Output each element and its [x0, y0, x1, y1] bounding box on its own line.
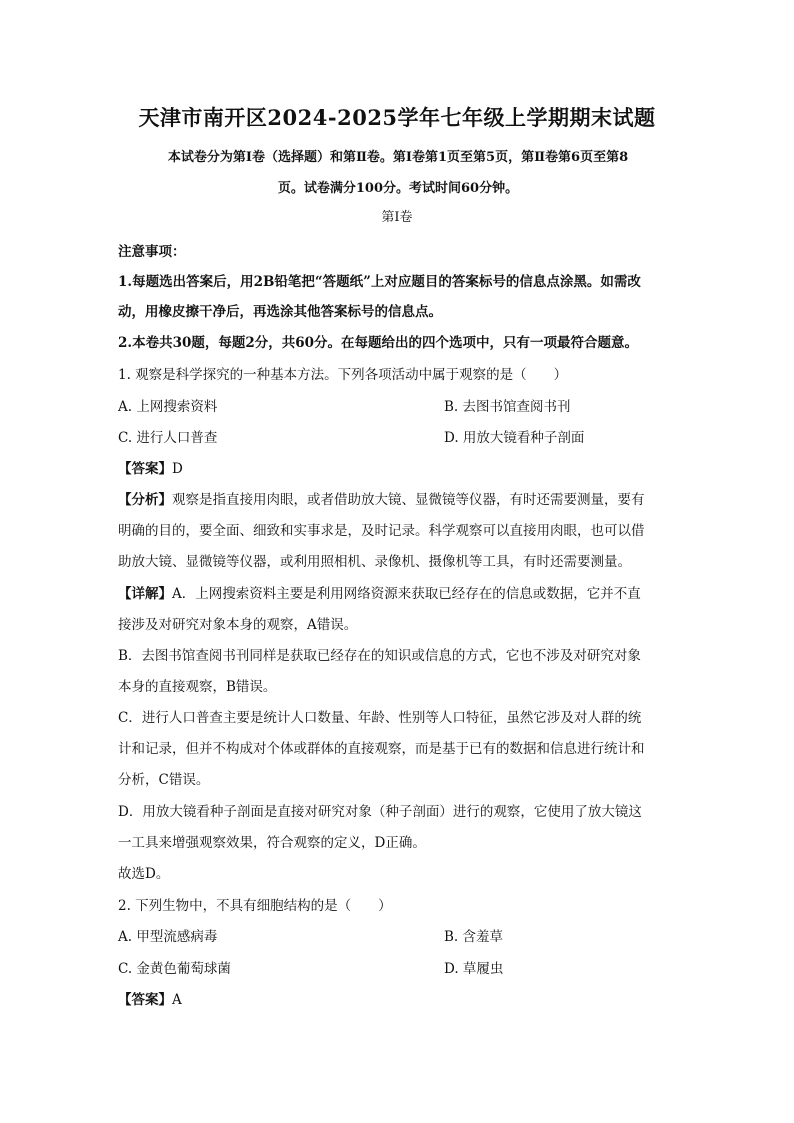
note-2: 2.本卷共30题，每题2分，共60分。在每题给出的四个选项中，只有一项最符合题意。: [118, 335, 639, 351]
intro-line-1: 本试卷分为第Ⅰ卷（选择题）和第Ⅱ卷。第Ⅰ卷第1页至第5页，第Ⅱ卷第6页至第8: [167, 150, 629, 165]
q1-option-a: A. 上网搜索资料: [118, 399, 218, 415]
detail-label: 【详解】: [118, 586, 172, 602]
q2-option-d: D. 草履虫: [444, 961, 504, 977]
q1-detail-line-9: 一工具来增强观察效果，符合观察的定义，D正确。: [118, 835, 426, 851]
q1-detail-line-1: [118, 582, 641, 602]
q1-option-c: C. 进行人口普查: [118, 430, 218, 446]
answer-value: D: [172, 461, 183, 477]
q1-detail-line-8: D．用放大镜看种子剖面是直接对研究对象（种子剖面）进行的观察，它使用了放大镜这: [118, 804, 642, 820]
answer-label: 【答案】: [118, 992, 172, 1008]
answer-label: 【答案】: [118, 461, 172, 477]
notes-heading: 注意事项：: [118, 244, 186, 260]
q1-conclusion: 故选D。: [118, 866, 170, 882]
q1-answer: [118, 457, 183, 477]
document-title: 天津市南开区2024-2025学年七年级上学期期末试题: [138, 105, 656, 130]
q1-analysis-line-2: 明确的目的，要全面、细致和实事求是，及时记录。科学观察可以直接用肉眼，也可以借: [118, 523, 645, 539]
q1-detail-line-4: 本身的直接观察，B错误。: [118, 679, 277, 695]
q1-analysis-line-1: [118, 488, 645, 508]
q1-option-d: D. 用放大镜看种子剖面: [444, 430, 585, 446]
q1-detail-line-2: 接涉及对研究对象本身的观察，A错误。: [118, 617, 358, 633]
q1-detail-line-7: 分析，C错误。: [118, 772, 210, 788]
q1-analysis-line-3: 助放大镜、显微镜等仪器，或利用照相机、录像机、摄像机等工具，有时还需要测量。: [118, 554, 631, 570]
answer-value: A: [172, 992, 182, 1008]
note-1-line-2: 动，用橡皮擦干净后，再选涂其他答案标号的信息点。: [118, 304, 442, 320]
q2-option-c: C. 金黄色葡萄球菌: [118, 961, 231, 977]
q2-option-b: B. 含羞草: [444, 929, 504, 945]
q2-stem: 2. 下列生物中，不具有细胞结构的是（ ）: [118, 898, 392, 914]
q1-detail-line-3: B．去图书馆查阅书刊同样是获取已经存在的知识或信息的方式，它也不涉及对研究对象: [118, 648, 641, 664]
detail-text: A．上网搜索资料主要是利用网络资源来获取已经存在的信息或数据，它并不直: [172, 586, 641, 602]
section-title: 第Ⅰ卷: [381, 210, 413, 225]
q2-answer: [118, 988, 182, 1008]
analysis-label: 【分析】: [118, 492, 172, 508]
q1-option-b: B. 去图书馆查阅书刊: [444, 399, 571, 415]
q1-stem: 1. 观察是科学探究的一种基本方法。下列各项活动中属于观察的是（ ）: [118, 367, 568, 383]
q2-option-a: A. 甲型流感病毒: [118, 929, 218, 945]
q1-detail-line-6: 计和记录，但并不构成对个体或群体的直接观察，而是基于已有的数据和信息进行统计和: [118, 741, 645, 757]
analysis-text: 观察是指直接用肉眼，或者借助放大镜、显微镜等仪器，有时还需要测量，要有: [172, 492, 645, 508]
q1-detail-line-5: C．进行人口普查主要是统计人口数量、年龄、性别等人口特征，虽然它涉及对人群的统: [118, 710, 642, 726]
intro-line-2: 页。试卷满分100分。考试时间60分钟。: [277, 181, 519, 196]
note-1-line-1: 1.每题选出答案后，用2B铅笔把“答题纸”上对应题目的答案标号的信息点涂黑。如需改: [118, 274, 641, 290]
